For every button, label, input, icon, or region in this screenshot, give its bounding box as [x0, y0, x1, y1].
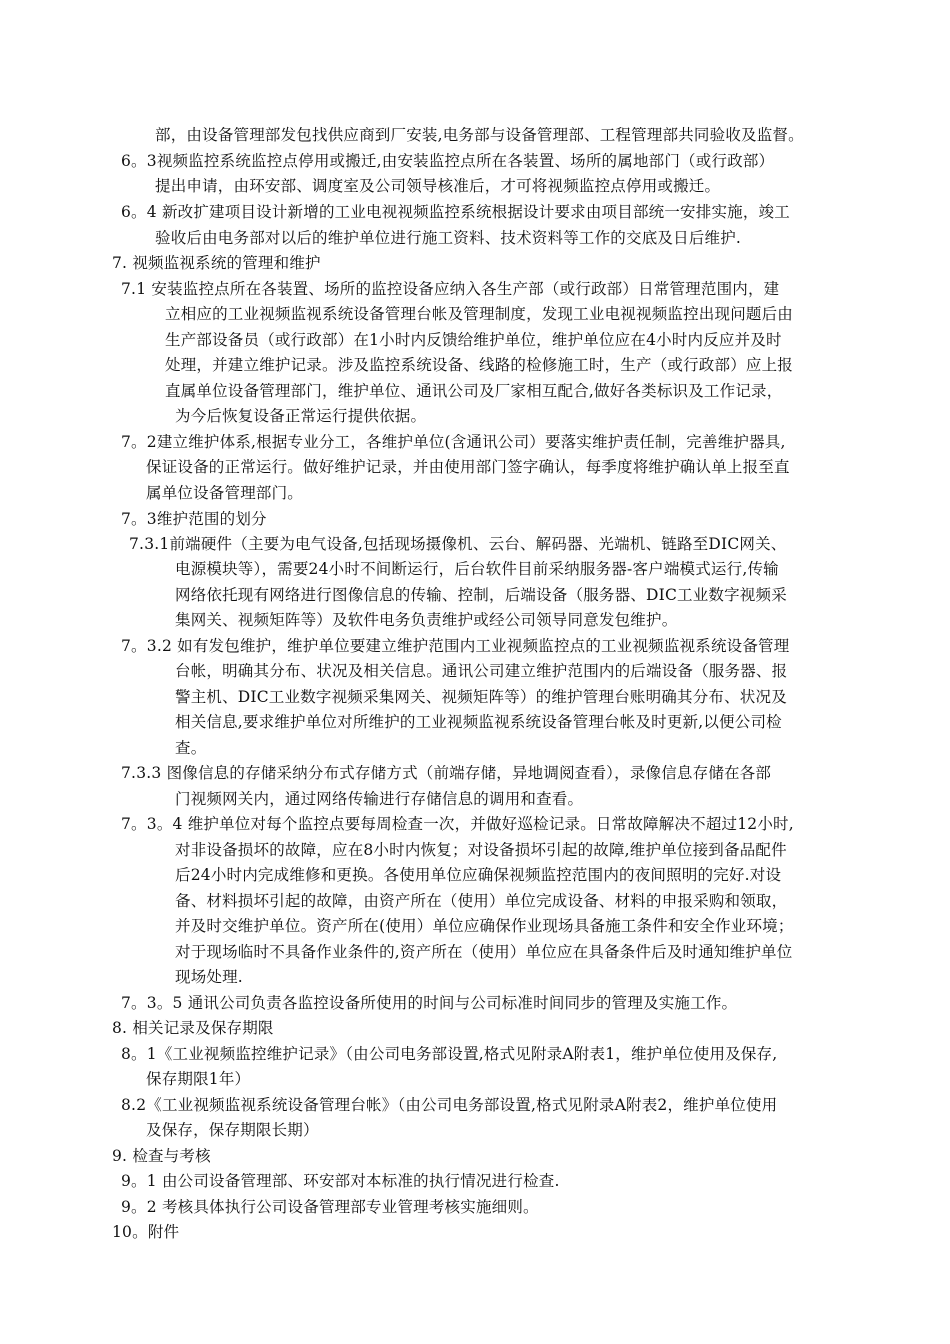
text-line: 台帐，明确其分布、状况及相关信息。通讯公司建立维护范围内的后端设备（服务器、报 [175, 662, 788, 680]
text-line: 立相应的工业视频监视系统设备管理台帐及管理制度，发现工业电视视频监控出现问题后由 [165, 305, 794, 323]
text-line: 8.2《工业视频监视系统设备管理台帐》（由公司电务部设置,格式见附录A附表2，维护单位使用 [121, 1096, 778, 1114]
text-line: 9。2 考核具体执行公司设备管理部专业管理考核实施细则。 [121, 1198, 539, 1216]
section-heading: 8. 相关记录及保存期限 [112, 1019, 274, 1037]
text-line: 7.3.1前端硬件（主要为电气设备,包括现场摄像机、云台、解码器、光端机、链路至DIC网关、 [129, 535, 787, 553]
text-line: 生产部设备员（或行政部）在1小时内反馈给维护单位，维护单位应在4小时内反应并及时 [165, 331, 782, 349]
text-line: 7.3.3 图像信息的存储采纳分布式存储方式（前端存储，异地调阅查看），录像信息存储在各部 [121, 764, 772, 782]
text-line: 及保存，保存期限长期） [146, 1121, 319, 1139]
text-line: 对非设备损坏的故障，应在8小时内恢复；对设备损坏引起的故障,维护单位接到备品配件 [175, 841, 787, 859]
text-line: 为今后恢复设备正常运行提供依据。 [175, 407, 427, 425]
text-line: 保存期限1年） [146, 1070, 251, 1088]
text-line: 属单位设备管理部门。 [146, 484, 304, 502]
text-line: 6。4 新改扩建项目设计新增的工业电视视频监控系统根据设计要求由项目部统一安排实施，竣工 [121, 203, 790, 221]
text-line: 提出申请，由环安部、调度室及公司领导核准后，才可将视频监控点停用或搬迁。 [155, 177, 721, 195]
text-line: 现场处理. [175, 968, 243, 986]
text-line: 7。3维护范围的划分 [121, 510, 267, 528]
text-line: 7。2建立维护体系,根据专业分工，各维护单位(含通讯公司）要落实维护责任制，完善维护器具, [121, 433, 786, 451]
section-heading: 10。附件 [112, 1223, 180, 1241]
text-line: 警主机、DIC工业数字视频采集网关、视频矩阵等）的维护管理台账明确其分布、状况及 [175, 688, 787, 706]
text-line: 备、材料损坏引起的故障，由资产所在（使用）单位完成设备、材料的申报采购和领取， [175, 892, 788, 910]
section-heading: 9. 检查与考核 [112, 1147, 211, 1165]
text-line: 保证设备的正常运行。做好维护记录，并由使用部门签字确认，每季度将维护确认单上报至直 [146, 458, 790, 476]
text-line: 门视频网关内，通过网络传输进行存储信息的调用和查看。 [175, 790, 584, 808]
text-line: 相关信息,要求维护单位对所维护的工业视频监视系统设备管理台帐及时更新,以便公司检 [175, 713, 782, 731]
text-line: 7.1 安装监控点所在各装置、场所的监控设备应纳入各生产部（或行政部）日常管理范围内，建 [121, 280, 780, 298]
text-line: 验收后由电务部对以后的维护单位进行施工资料、技术资料等工作的交底及日后维护. [155, 229, 742, 247]
text-line: 电源模块等），需要24小时不间断运行，后台软件目前采纳服务器-客户端模式运行,传输 [175, 560, 779, 578]
text-line: 后24小时内完成维修和更换。各使用单位应确保视频监控范围内的夜间照明的完好.对设 [175, 866, 782, 884]
text-line: 9。1 由公司设备管理部、环安部对本标准的执行情况进行检查. [121, 1172, 560, 1190]
text-line: 6。3视频监控系统监控点停用或搬迁,由安装监控点所在各装置、场所的属地部门（或行政部） [121, 152, 775, 170]
text-line: 处理，并建立维护记录。涉及监控系统设备、线路的检修施工时，生产（或行政部）应上报 [165, 356, 794, 374]
text-line: 网络依托现有网络进行图像信息的传输、控制，后端设备（服务器、DIC工业数字视频采 [175, 586, 787, 604]
text-line: 7。3。5 通讯公司负责各监控设备所使用的时间与公司标准时间同步的管理及实施工作。 [121, 994, 738, 1012]
text-line: 查。 [175, 739, 207, 757]
text-line: 并及时交维护单位。资产所在(使用）单位应确保作业现场具备施工条件和安全作业环境； [175, 917, 794, 935]
text-line: 部，由设备管理部发包找供应商到厂安装,电务部与设备管理部、工程管理部共同验收及监督。 [155, 126, 804, 144]
section-heading: 7. 视频监视系统的管理和维护 [112, 254, 321, 272]
text-line: 对于现场临时不具备作业条件的,资产所在（使用）单位应在具备条件后及时通知维护单位 [175, 943, 793, 961]
text-line: 集网关、视频矩阵等）及软件电务负责维护或经公司领导同意发包维护。 [175, 611, 678, 629]
text-line: 8。1《工业视频监控维护记录》（由公司电务部设置,格式见附录A附表1，维护单位使用及保存, [121, 1045, 778, 1063]
text-line: 7。3。4 维护单位对每个监控点要每周检查一次，并做好巡检记录。日常故障解决不超过12小时, [121, 815, 794, 833]
text-line: 7。3.2 如有发包维护，维护单位要建立维护范围内工业视频监控点的工业视频监视系统设备管理 [121, 637, 790, 655]
text-line: 直属单位设备管理部门，维护单位、通讯公司及厂家相互配合,做好各类标识及工作记录， [165, 382, 783, 400]
